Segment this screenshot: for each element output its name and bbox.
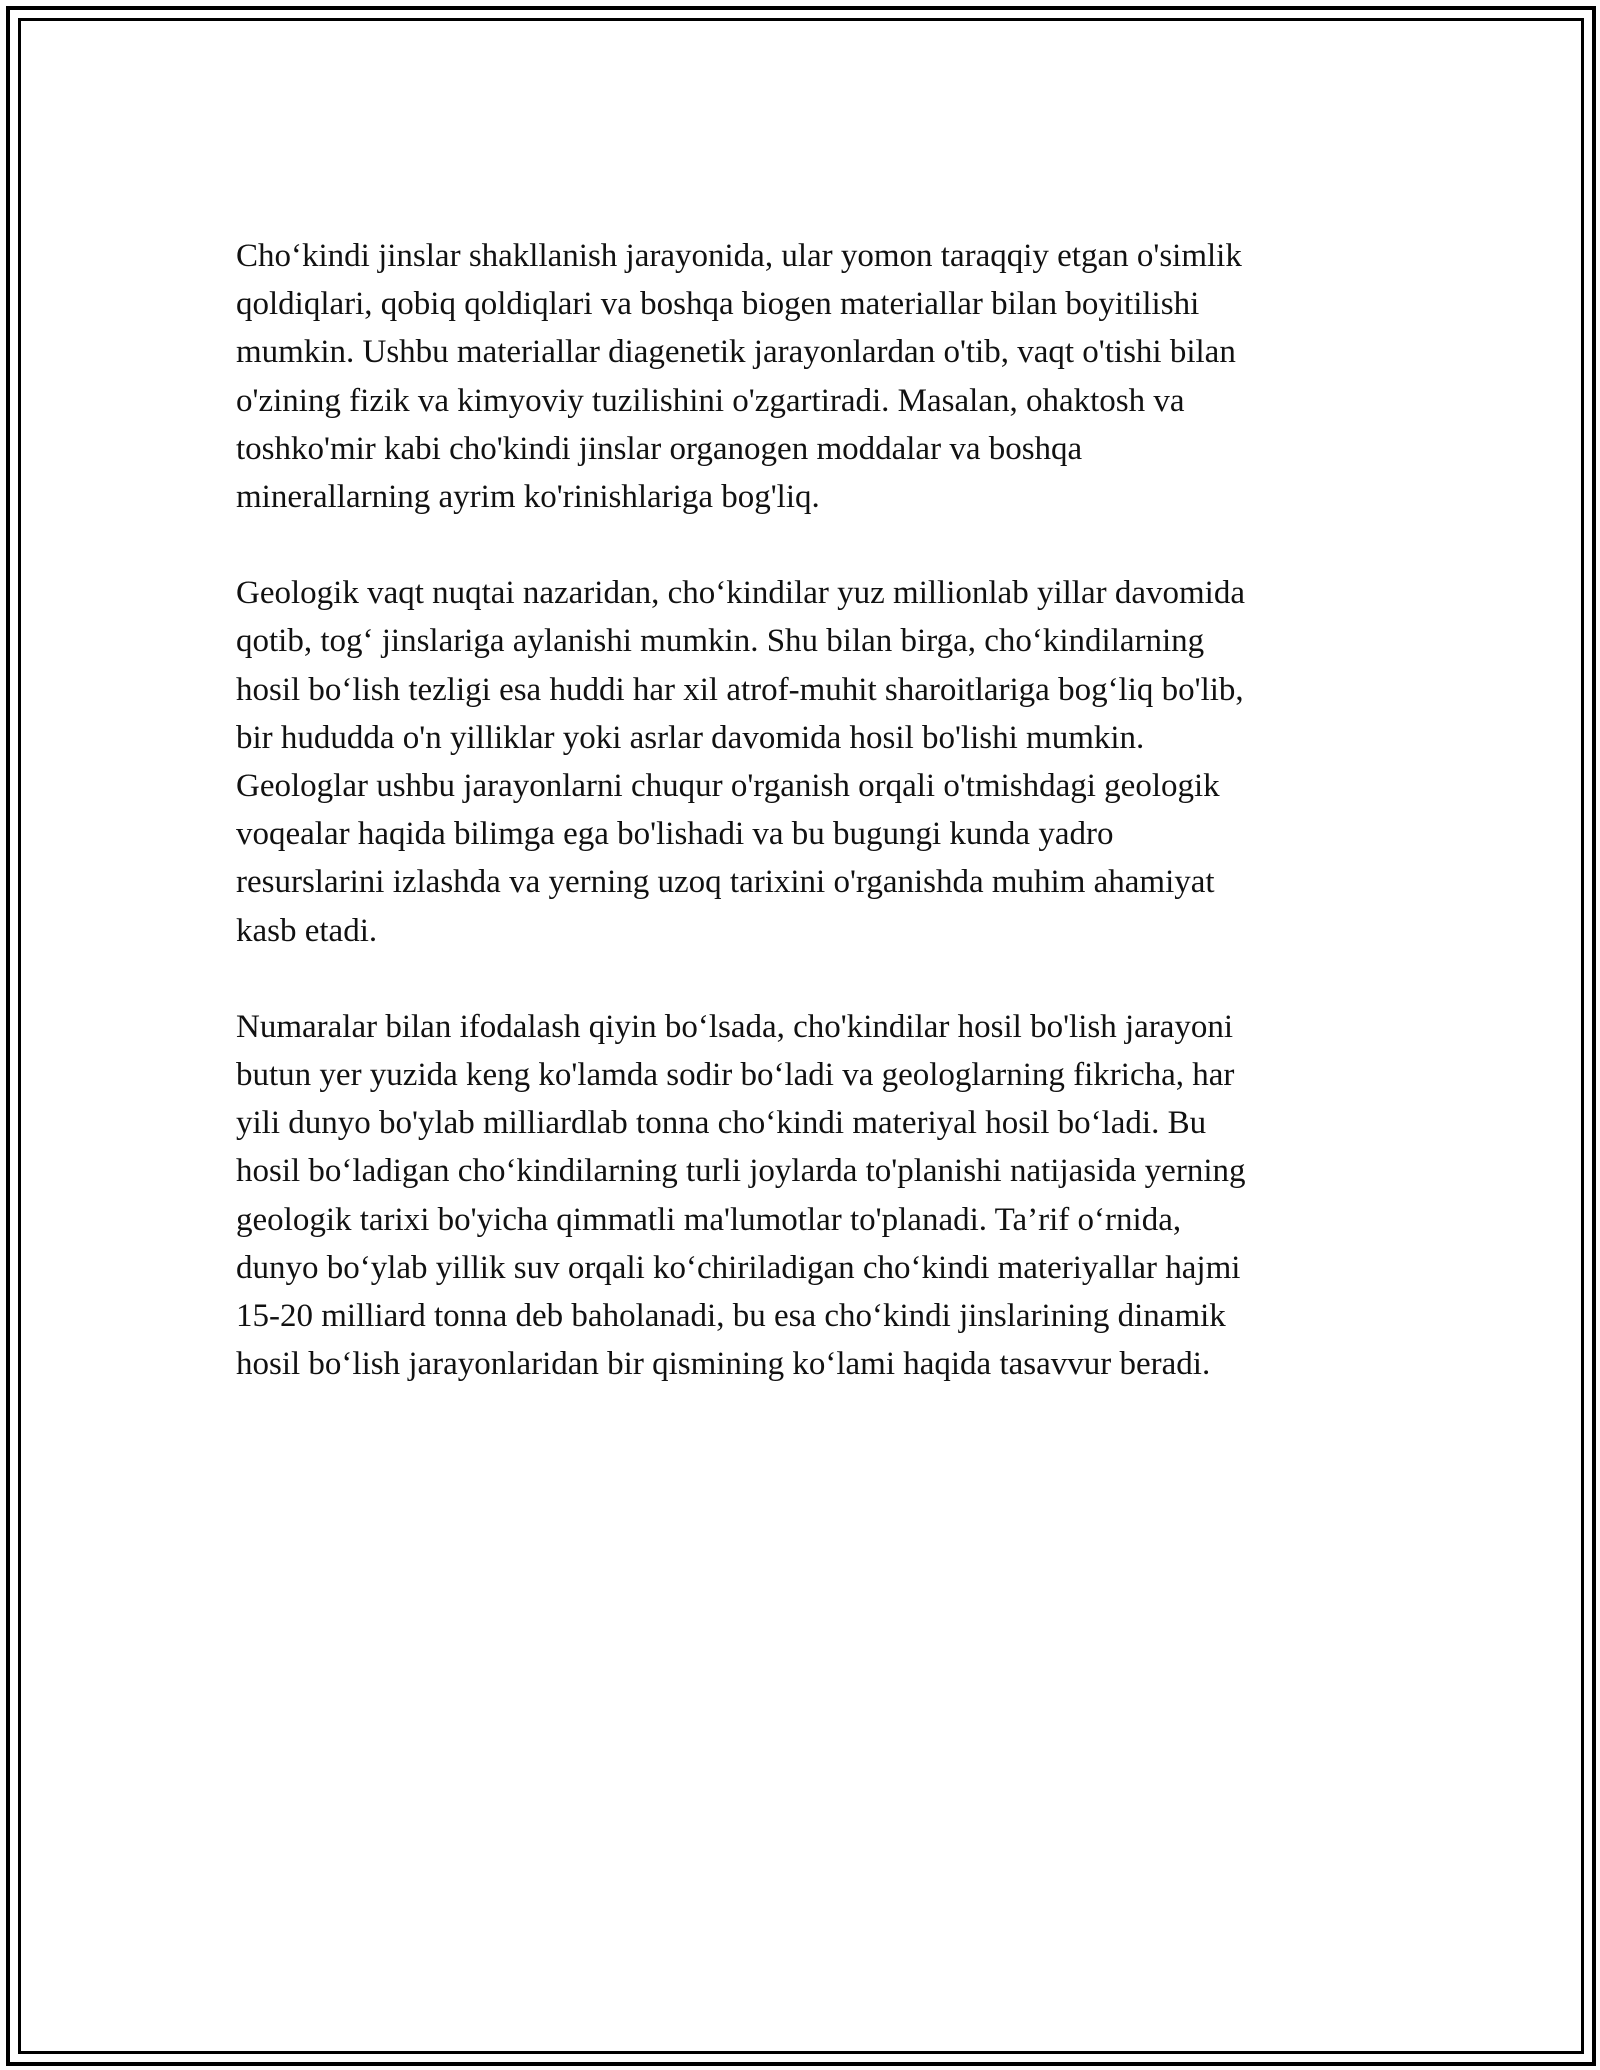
text-line: 15-20 milliard tonna deb baholanadi, bu esa cho‘kindi jinslarining dinamik: [236, 1298, 1226, 1335]
text-line: butun yer yuzida keng ko'lamda sodir bo‘ladi va geologlarning fikricha, har: [236, 1057, 1235, 1094]
text-line: Geologlar ushbu jarayonlarni chuqur o'rganish orqali o'tmishdagi geologik: [236, 768, 1220, 805]
text-line: Geologik vaqt nuqtai nazaridan, cho‘kindilar yuz millionlab yillar davomida: [236, 575, 1245, 612]
paragraph-3: [236, 1003, 1366, 1389]
text-line: qoldiqlari, qobiq qoldiqlari va boshqa biogen materiallar bilan boyitilishi: [236, 286, 1200, 323]
text-line: hosil bo‘ladigan cho‘kindilarning turli joylarda to'planishi natijasida yerning: [236, 1153, 1246, 1190]
document-body: [236, 232, 1366, 1436]
text-line: hosil bo‘lish jarayonlaridan bir qismining ko‘lami haqida tasavvur beradi.: [236, 1346, 1211, 1383]
text-line: geologik tarixi bo'yicha qimmatli ma'lumotlar to'planadi. Ta’rif o‘rnida,: [236, 1201, 1182, 1238]
text-line: Numaralar bilan ifodalash qiyin bo‘lsada, cho'kindilar hosil bo'lish jarayoni: [236, 1008, 1234, 1045]
text-line: bir hududda o'n yilliklar yoki asrlar davomida hosil bo'lishi mumkin.: [236, 719, 1145, 756]
text-line: resurslarini izlashda va yerning uzoq tarixini o'rganishda muhim ahamiyat: [236, 864, 1215, 901]
text-line: Cho‘kindi jinslar shakllanish jarayonida, ular yomon taraqqiy etgan o'simlik: [236, 238, 1242, 274]
text-line: hosil bo‘lish tezligi esa huddi har xil atrof-muhit sharoitlariga bog‘liq bo'lib,: [236, 671, 1244, 708]
text-line: qotib, tog‘ jinslariga aylanishi mumkin. Shu bilan birga, cho‘kindilarning: [236, 623, 1205, 660]
text-line: voqealar haqida bilimga ega bo'lishadi va bu bugungi kunda yadro: [236, 816, 1114, 853]
paragraph-1: [236, 232, 1366, 521]
text-line: dunyo bo‘ylab yillik suv orqali ko‘chiriladigan cho‘kindi materiyallar hajmi: [236, 1249, 1241, 1286]
text-line: yili dunyo bo'ylab milliardlab tonna cho‘kindi materiyal hosil bo‘ladi. Bu: [236, 1105, 1207, 1142]
text-line: minerallarning ayrim ko'rinishlariga bog'liq.: [236, 479, 820, 516]
text-line: mumkin. Ushbu materiallar diagenetik jarayonlardan o'tib, vaqt o'tishi bilan: [236, 334, 1236, 371]
text-line: o'zining fizik va kimyoviy tuzilishini o'zgartiradi. Masalan, ohaktosh va: [236, 382, 1185, 419]
text-line: toshko'mir kabi cho'kindi jinslar organogen moddalar va boshqa: [236, 430, 1083, 467]
text-line: kasb etadi.: [236, 912, 378, 949]
paragraph-2: [236, 569, 1366, 955]
